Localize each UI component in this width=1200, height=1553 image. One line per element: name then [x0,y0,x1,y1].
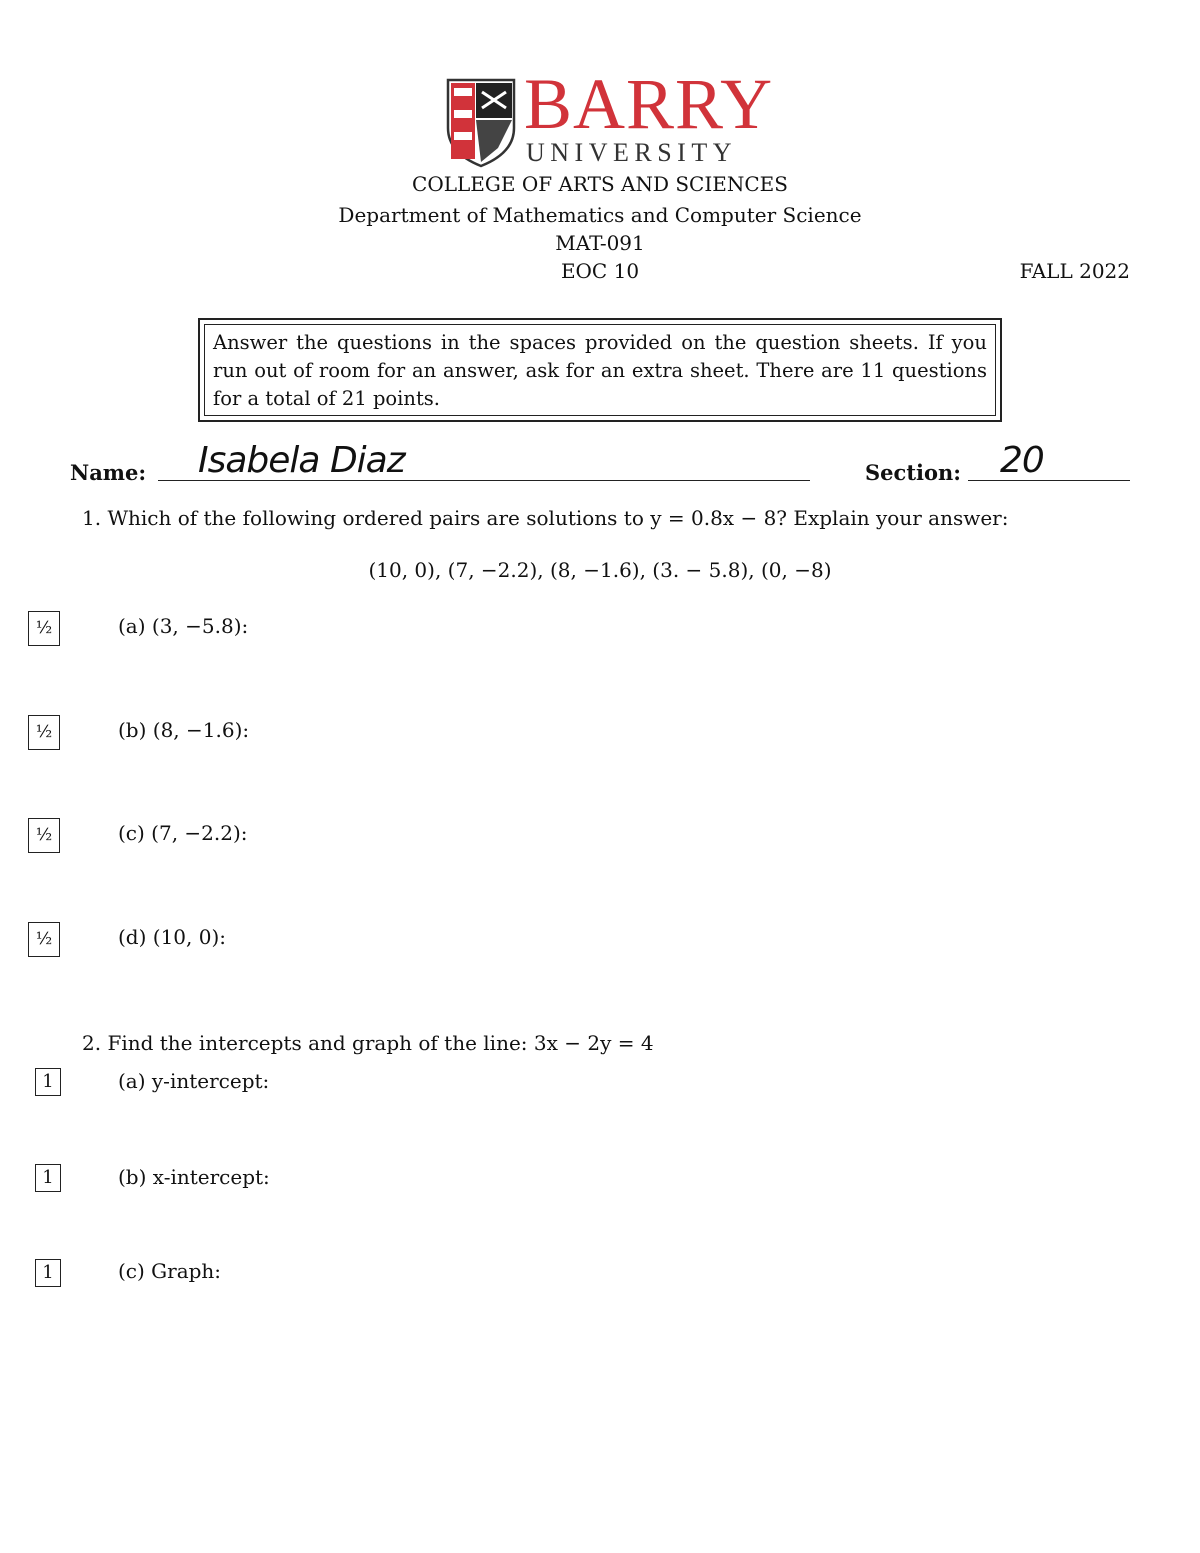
instructions-box [198,318,1002,422]
instructions-text: Answer the questions in the spaces provided on the question sheets. If you run out of room for an answer, ask for an extra sheet. There are 11 questions for a total of 21 points. [204,324,996,416]
question-1a: (a) (3, −5.8): [118,614,249,638]
course-code: MAT-091 [555,231,645,255]
points-box: ½ [28,922,60,957]
question-1b: (b) (8, −1.6): [118,718,250,742]
section-value[interactable]: 20 [1000,440,1044,481]
points-box: ½ [28,818,60,853]
question-2b: (b) x-intercept: [118,1165,270,1189]
question-2-text: 2. Find the intercepts and graph of the line: 3x − 2y = 4 [82,1031,654,1055]
logo-wordmark: BARRY [524,64,774,144]
question-1c: (c) (7, −2.2): [118,821,248,845]
department-name: Department of Mathematics and Computer Science [338,203,862,227]
question-1d: (d) (10, 0): [118,925,226,949]
points-box: 1 [35,1164,61,1192]
logo-subtitle: UNIVERSITY [526,138,737,167]
points-box: ½ [28,715,60,750]
shield-icon [446,78,516,168]
points-box: 1 [35,1068,61,1096]
question-2c: (c) Graph: [118,1259,222,1283]
section-line [968,480,1130,481]
question-1-text: 1. Which of the following ordered pairs are solutions to y = 0.8x − 8? Explain your answer: [82,506,1009,530]
name-label: Name: [70,460,147,485]
points-box: ½ [28,611,60,646]
question-1-pairs: (10, 0), (7, −2.2), (8, −1.6), (3. − 5.8), (0, −8) [368,558,832,582]
section-label: Section: [865,460,962,485]
term: FALL 2022 [1019,259,1130,283]
exam-title: EOC 10 [560,259,640,283]
points-box: 1 [35,1259,61,1287]
university-logo [446,64,774,168]
college-name: COLLEGE OF ARTS AND SCIENCES [412,172,788,196]
name-value[interactable]: Isabela Diaz [198,440,405,481]
question-2a: (a) y-intercept: [118,1069,270,1093]
